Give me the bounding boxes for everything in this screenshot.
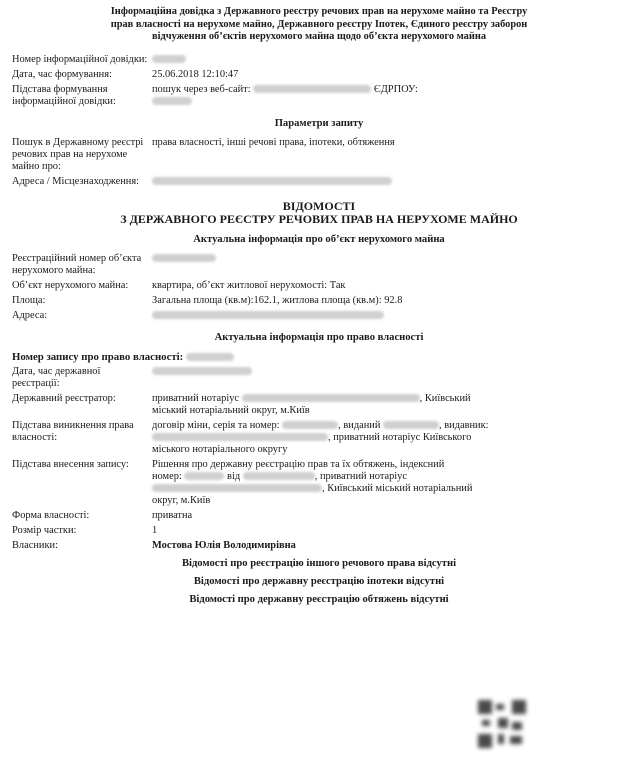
note-mortgage: Відомості про державну реєстрацію іпотеки відсутні — [193, 575, 445, 587]
owners-label: Власники: — [12, 539, 58, 551]
origin-row — [12, 420, 626, 456]
info-date-row — [12, 69, 626, 81]
redacted-object-address — [152, 311, 384, 319]
registrar-label: Державний реєстратор: — [12, 392, 116, 404]
info-basis-row — [12, 84, 626, 108]
origin-text-e: міського нотаріального округу — [152, 443, 288, 455]
registrar-row — [12, 393, 626, 417]
object-area-row — [12, 295, 626, 307]
info-basis-value: пошук через веб-сайт: — [152, 83, 251, 95]
info-basis-label: Підстава формування інформаційної довідки: — [12, 83, 116, 107]
entry-text-e: , Київський міський нотаріальний — [322, 482, 473, 494]
form-value: приватна — [152, 509, 193, 521]
redacted-registrar-name — [242, 394, 420, 402]
query-search-label: Пошук в Державному реєстрі речових прав на нерухоме майно про: — [12, 136, 144, 172]
origin-text-a: договір міни, серія та номер: — [152, 419, 280, 431]
redacted-contract-date — [383, 421, 439, 429]
note-encumbrances: Відомості про державну реєстрацію обтяжень відсутні — [189, 593, 449, 605]
info-date-label: Дата, час формування: — [12, 68, 112, 80]
redacted-edrpou — [152, 97, 192, 105]
info-number-label: Номер інформаційної довідки: — [12, 53, 148, 65]
query-address-row — [12, 176, 626, 188]
ownership-date-row — [12, 366, 626, 390]
redacted-issuer — [152, 433, 328, 441]
redacted-contract-number — [282, 421, 338, 429]
qr-code-icon — [478, 700, 526, 748]
main-title — [12, 200, 626, 226]
form-label: Форма власності: — [12, 509, 90, 521]
query-search-value: права власності, інші речові права, іпотеки, обтяження — [152, 136, 395, 148]
info-number-row — [12, 54, 626, 66]
ownership-record-row — [12, 351, 626, 363]
redacted-index-number — [184, 472, 224, 480]
query-address-label: Адреса / Місцезнаходження: — [12, 175, 140, 187]
origin-text-b: , виданий — [338, 419, 381, 431]
origin-text-c: , видавник: — [439, 419, 489, 431]
origin-text-d: , приватний нотаріус Київського — [328, 431, 472, 443]
object-reg-row — [12, 253, 626, 277]
entry-label: Підстава внесення запису: — [12, 458, 129, 470]
entry-text-f: округ, м.Київ — [152, 494, 211, 506]
redacted-number — [152, 55, 186, 63]
object-type-value: квартира, об’єкт житлової нерухомості: Так — [152, 279, 346, 291]
redacted-reg-number — [152, 254, 216, 262]
entry-row — [12, 459, 626, 507]
entry-text-b: номер: — [152, 470, 182, 482]
object-type-row — [12, 280, 626, 292]
share-value: 1 — [152, 524, 158, 536]
object-area-value: Загальна площа (кв.м):162.1, житлова площа (кв.м): 92.8 — [152, 294, 403, 306]
share-label: Розмір частки: — [12, 524, 77, 536]
header-line-1: Інформаційна довідка з Державного реєстру речових прав на нерухоме майно та Реєстру — [110, 6, 528, 17]
info-date-value: 25.06.2018 12:10:47 — [152, 68, 239, 80]
ownership-title: Актуальна інформація про право власності — [214, 331, 424, 343]
registrar-text-a: приватний нотаріус — [152, 392, 240, 404]
redacted-name — [253, 85, 371, 93]
object-title: Актуальна інформація про об’єкт нерухомого майна — [193, 233, 445, 245]
object-area-label: Площа: — [12, 294, 46, 306]
redacted-reg-date — [152, 367, 252, 375]
query-search-row — [12, 137, 626, 173]
entry-text-c: від — [227, 470, 241, 482]
ownership-date-label: Дата, час державної реєстрації: — [12, 365, 101, 389]
document-header — [16, 6, 622, 44]
query-title: Параметри запиту — [274, 117, 364, 129]
object-reg-label: Реєстраційний номер об’єкта нерухомого майна: — [12, 252, 142, 276]
redacted-decision-date — [243, 472, 315, 480]
owners-row — [12, 540, 626, 552]
redacted-address — [152, 177, 392, 185]
object-address-row — [12, 310, 626, 322]
share-row — [12, 525, 626, 537]
header-line-2: прав власності на нерухоме майно, Державного реєстру Іпотек, Єдиного реєстру заборон — [110, 18, 528, 30]
entry-text-a: Рішення про державну реєстрацію прав та їх обтяжень, індексний — [152, 458, 445, 470]
owners-value: Мостова Юлія Володимирівна — [152, 539, 296, 551]
note-other-rights: Відомості про реєстрацію іншого речового права відсутні — [181, 557, 457, 569]
redacted-notary-name — [152, 484, 322, 492]
form-row — [12, 510, 626, 522]
main-title-line-1: ВІДОМОСТІ — [282, 198, 356, 213]
edrpou-label: ЄДРПОУ: — [373, 83, 418, 95]
header-line-3: відчуження об’єктів нерухомого майна щодо об’єкта нерухомого майна — [151, 31, 487, 42]
object-type-label: Об’єкт нерухомого майна: — [12, 279, 129, 291]
main-title-line-2: З ДЕРЖАВНОГО РЕЄСТРУ РЕЧОВИХ ПРАВ НА НЕРУХОМЕ МАЙНО — [120, 211, 518, 226]
registrar-text-c: міський нотаріальний округ, м.Київ — [152, 404, 310, 416]
redacted-record-number — [186, 353, 234, 361]
ownership-record-label: Номер запису про право власності: — [12, 350, 184, 363]
registrar-text-b: , Київський — [419, 392, 471, 404]
origin-label: Підстава виникнення права власності: — [12, 419, 134, 443]
object-address-label: Адреса: — [12, 309, 48, 321]
entry-text-d: , приватний нотаріус — [314, 470, 407, 482]
